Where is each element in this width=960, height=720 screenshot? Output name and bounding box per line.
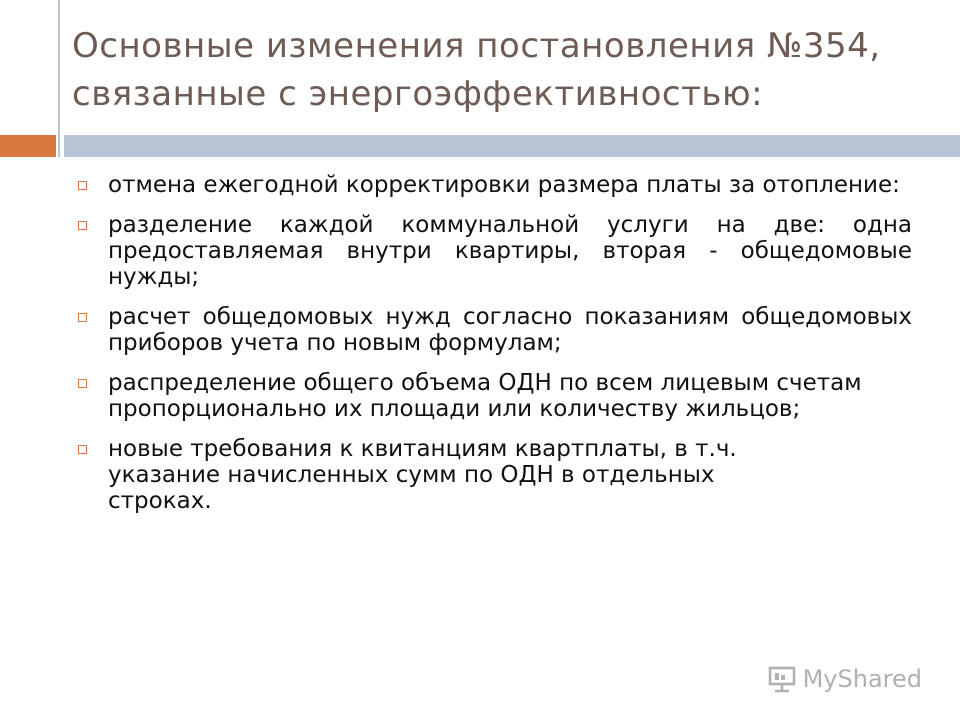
bullet-item	[76, 436, 912, 514]
accent-vertical-line	[58, 0, 60, 157]
slide-title: Основные изменения постановления №354, связанные с энергоэффективностью:	[72, 26, 881, 114]
hollow-square-bullet-icon	[78, 181, 87, 190]
bullet-text: новые требования к квитанциям квартплаты, в т.ч. указание начисленных сумм по ОДН в отдельных строках.	[108, 436, 737, 514]
accent-bar-orange	[0, 135, 56, 157]
presentation-board-icon	[767, 664, 797, 694]
hollow-square-bullet-icon	[78, 445, 87, 454]
bullet-item	[76, 172, 912, 198]
bullet-item	[76, 212, 912, 290]
bullet-text: разделение каждой коммунальной услуги на две: одна предоставляемая внутри квартиры, вторая - общедомовые нужды;	[108, 212, 912, 290]
bullet-text: отмена ежегодной корректировки размера платы за отопление:	[108, 172, 900, 198]
watermark-text: MyShared	[802, 665, 922, 693]
hollow-square-bullet-icon	[78, 221, 87, 230]
bullet-list	[76, 172, 912, 528]
hollow-square-bullet-icon	[78, 313, 87, 322]
accent-bar-blue	[64, 135, 960, 157]
bullet-text: распределение общего объема ОДН по всем лицевым счетам пропорционально их площади или количеству жильцов;	[108, 370, 862, 422]
bullet-text: расчет общедомовых нужд согласно показаниям общедомовых приборов учета по новым формулам;	[108, 304, 912, 356]
bullet-item	[76, 370, 912, 422]
watermark	[767, 664, 922, 694]
hollow-square-bullet-icon	[78, 379, 87, 388]
bullet-item	[76, 304, 912, 356]
